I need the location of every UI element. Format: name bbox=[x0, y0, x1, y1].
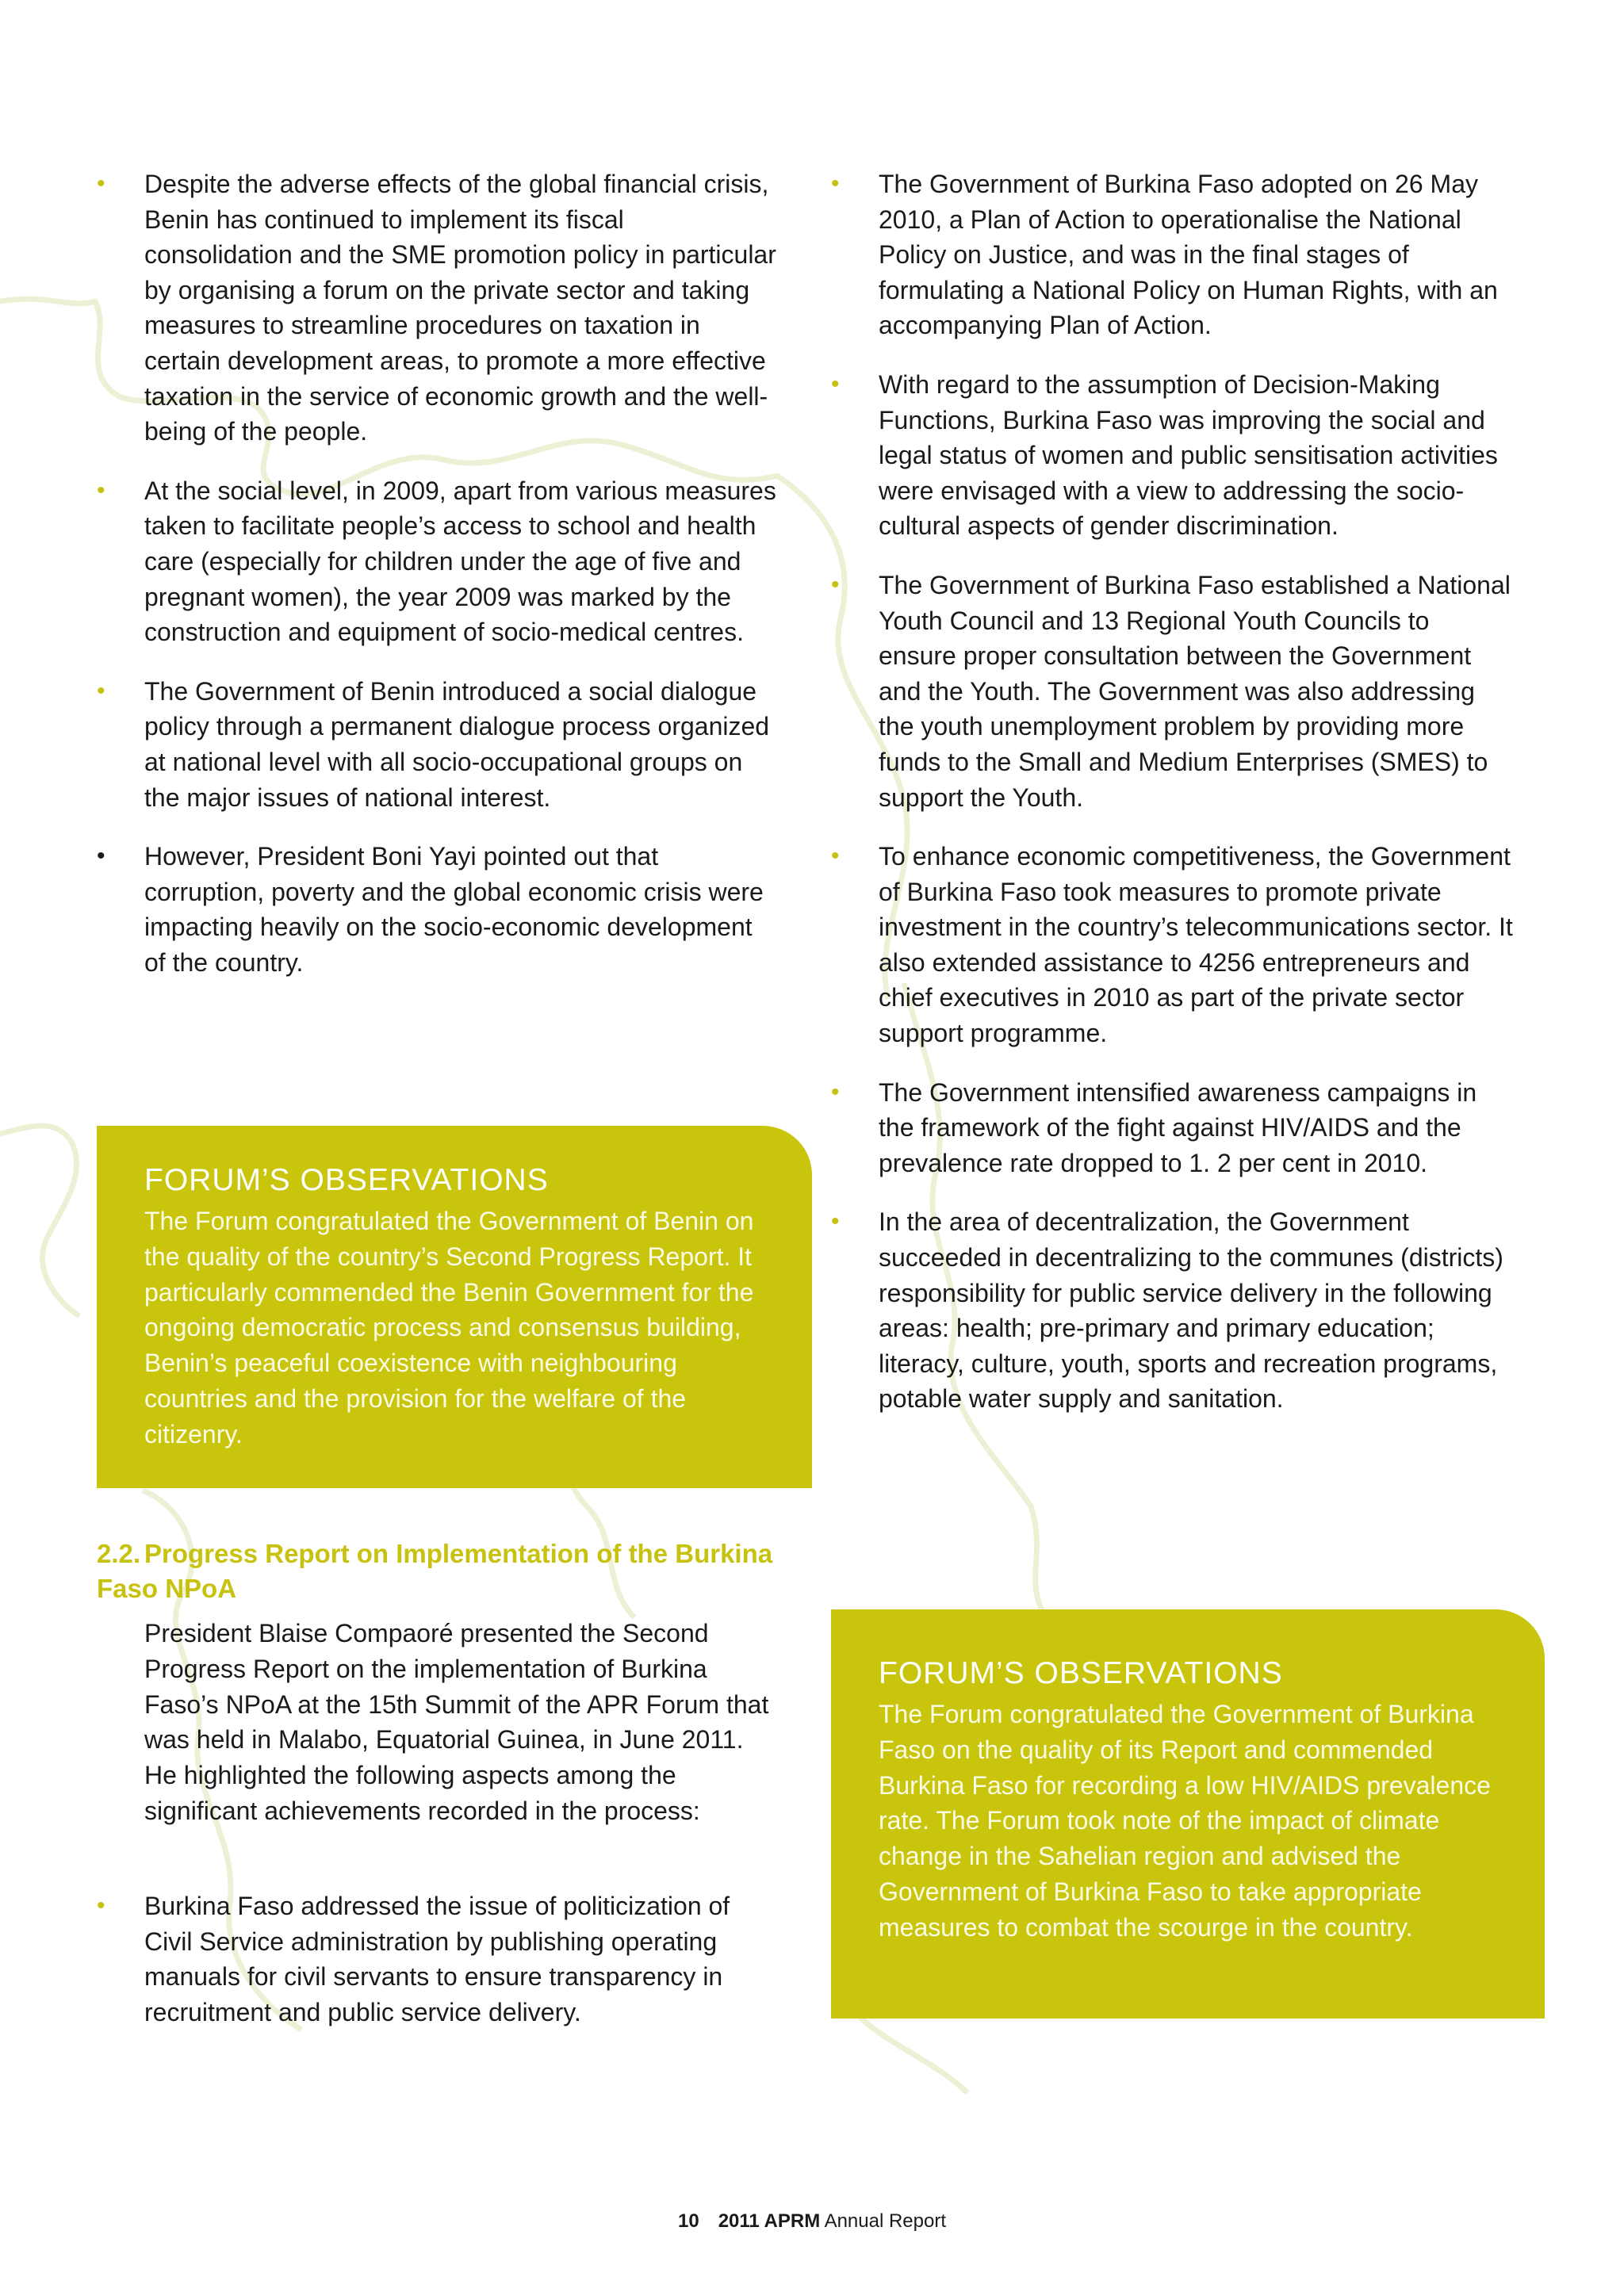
bullet-text: However, President Boni Yayi pointed out that corruption, poverty and the global economic crisis were impacting heavily on the socio-economic development of the country. bbox=[144, 842, 764, 977]
left-bullet-list bbox=[97, 166, 779, 980]
left-column bbox=[97, 166, 779, 1004]
list-item bbox=[97, 839, 779, 980]
list-item bbox=[831, 839, 1513, 1051]
bullet-text: At the social level, in 2009, apart from various measures taken to facilitate people’s access to school and health care (especially for children under the age of five and pregnant women), the year 2009 was marked by the construction and equipment of socio-medical centres. bbox=[144, 476, 776, 647]
list-item bbox=[831, 367, 1513, 544]
list-item bbox=[831, 1204, 1513, 1417]
observations-text: The Forum congratulated the Government of Benin on the quality of the country’s Second Progress Report. It particularly commended the Benin Government for the ongoing democratic process and consensus building, Benin’s peaceful coexistence with neighbouring countries and the provision for the welfare of the citizenry. bbox=[144, 1207, 754, 1448]
bullet-icon: • bbox=[97, 843, 105, 870]
right-bullet-list bbox=[831, 166, 1513, 1417]
bullet-text: The Government of Burkina Faso adopted on 26 May 2010, a Plan of Action to operationalise the National Policy on Justice, and was in the final stages of formulating a National Policy on Human Rights, with an accompanying Plan of Action. bbox=[879, 170, 1498, 340]
section-title: Progress Report on Implementation of the Burkina Faso NPoA bbox=[97, 1539, 773, 1603]
forum-observations-box-burkina-faso bbox=[831, 1609, 1545, 2019]
list-item bbox=[97, 166, 779, 450]
bullet-icon: • bbox=[97, 170, 105, 197]
forum-observations-box-benin bbox=[97, 1126, 812, 1488]
bullet-icon: • bbox=[97, 677, 105, 704]
page-number: 10 bbox=[678, 2210, 699, 2232]
section-bullets bbox=[97, 1888, 779, 2053]
bullet-text: In the area of decentralization, the Government succeeded in decentralizing to the communes (districts) responsibility for public service delivery in the following areas: health; pre-primary and primary education; literacy, culture, youth, sports and recreation programs, potable water supply and sanitation. bbox=[879, 1207, 1503, 1414]
bullet-icon: • bbox=[831, 1078, 840, 1105]
bullet-text: Burkina Faso addressed the issue of politicization of Civil Service administration by publishing operating manuals for civil servants to ensure transparency in recruitment and public service delivery. bbox=[144, 1892, 730, 2026]
bullet-icon: • bbox=[831, 571, 840, 598]
report-name-bold: 2011 APRM bbox=[718, 2210, 821, 2232]
bullet-icon: • bbox=[97, 1892, 105, 1919]
bullet-text: To enhance economic competitiveness, the Government of Burkina Faso took measures to promote private investment in the country’s telecommunications sector. It also extended assistance to 4256 entrepreneurs and chief executives in 2010 as part of the private sector support programme. bbox=[879, 842, 1513, 1048]
section-body-text: President Blaise Compaoré presented the Second Progress Report on the implementation of Burkina Faso’s NPoA at the 15th Summit of the APR Forum that was held in Malabo, Equatorial Guinea, in June 2011. He highlighted the following aspects among the significant achievements recorded in the process: bbox=[144, 1619, 769, 1825]
list-item bbox=[831, 1075, 1513, 1181]
section-bullet-list bbox=[97, 1888, 779, 2030]
bullet-text: Despite the adverse effects of the global financial crisis, Benin has continued to implement its fiscal consolidation and the SME promotion policy in particular by organising a forum on the private sector and taking measures to streamline procedures on taxation in certain development areas, to promote a more effective taxation in the service of economic growth and the well-being of the people. bbox=[144, 170, 776, 446]
report-name-rest: Annual Report bbox=[824, 2210, 946, 2232]
page-footer bbox=[0, 2210, 1624, 2233]
list-item bbox=[831, 568, 1513, 815]
list-item bbox=[97, 674, 779, 815]
observations-text: The Forum congratulated the Government of Burkina Faso on the quality of its Report and commended Burkina Faso for recording a low HIV/AIDS prevalence rate. The Forum took note of the impact of climate change in the Sahelian region and advised the Government of Burkina Faso to take appropriate measures to combat the scourge in the country. bbox=[879, 1700, 1491, 1942]
bullet-text: The Government of Burkina Faso established a National Youth Council and 13 Regional Youth Councils to ensure proper consultation between the Government and the Youth. The Government was also addressing the youth unemployment problem by providing more funds to the Small and Medium Enterprises (SMES) to support the Youth. bbox=[879, 570, 1511, 812]
bullet-icon: • bbox=[831, 843, 840, 870]
observations-title: FORUM’S OBSERVATIONS bbox=[144, 1163, 549, 1197]
observations-title: FORUM’S OBSERVATIONS bbox=[879, 1656, 1283, 1690]
bullet-icon: • bbox=[831, 1208, 840, 1235]
bullet-icon: • bbox=[831, 370, 840, 397]
right-column bbox=[831, 166, 1513, 1441]
bullet-text: The Government of Benin introduced a social dialogue policy through a permanent dialogue process organized at national level with all socio-occupational groups on the major issues of national interest. bbox=[144, 676, 770, 812]
bullet-icon: • bbox=[97, 476, 105, 503]
bullet-text: The Government intensified awareness campaigns in the framework of the fight against HIV/AIDS and the prevalence rate dropped to 1. 2 per cent in 2010. bbox=[879, 1077, 1477, 1177]
bullet-text: With regard to the assumption of Decision-Making Functions, Burkina Faso was improving the social and legal status of women and public sensitisation activities were envisaged with a view to addressing the socio-cultural aspects of gender discrimination. bbox=[879, 369, 1498, 541]
section-number: 2.2. bbox=[97, 1539, 141, 1568]
bullet-icon: • bbox=[831, 170, 840, 197]
list-item bbox=[97, 473, 779, 650]
section-heading bbox=[97, 1536, 795, 1606]
list-item bbox=[831, 166, 1513, 343]
list-item bbox=[97, 1888, 779, 2030]
